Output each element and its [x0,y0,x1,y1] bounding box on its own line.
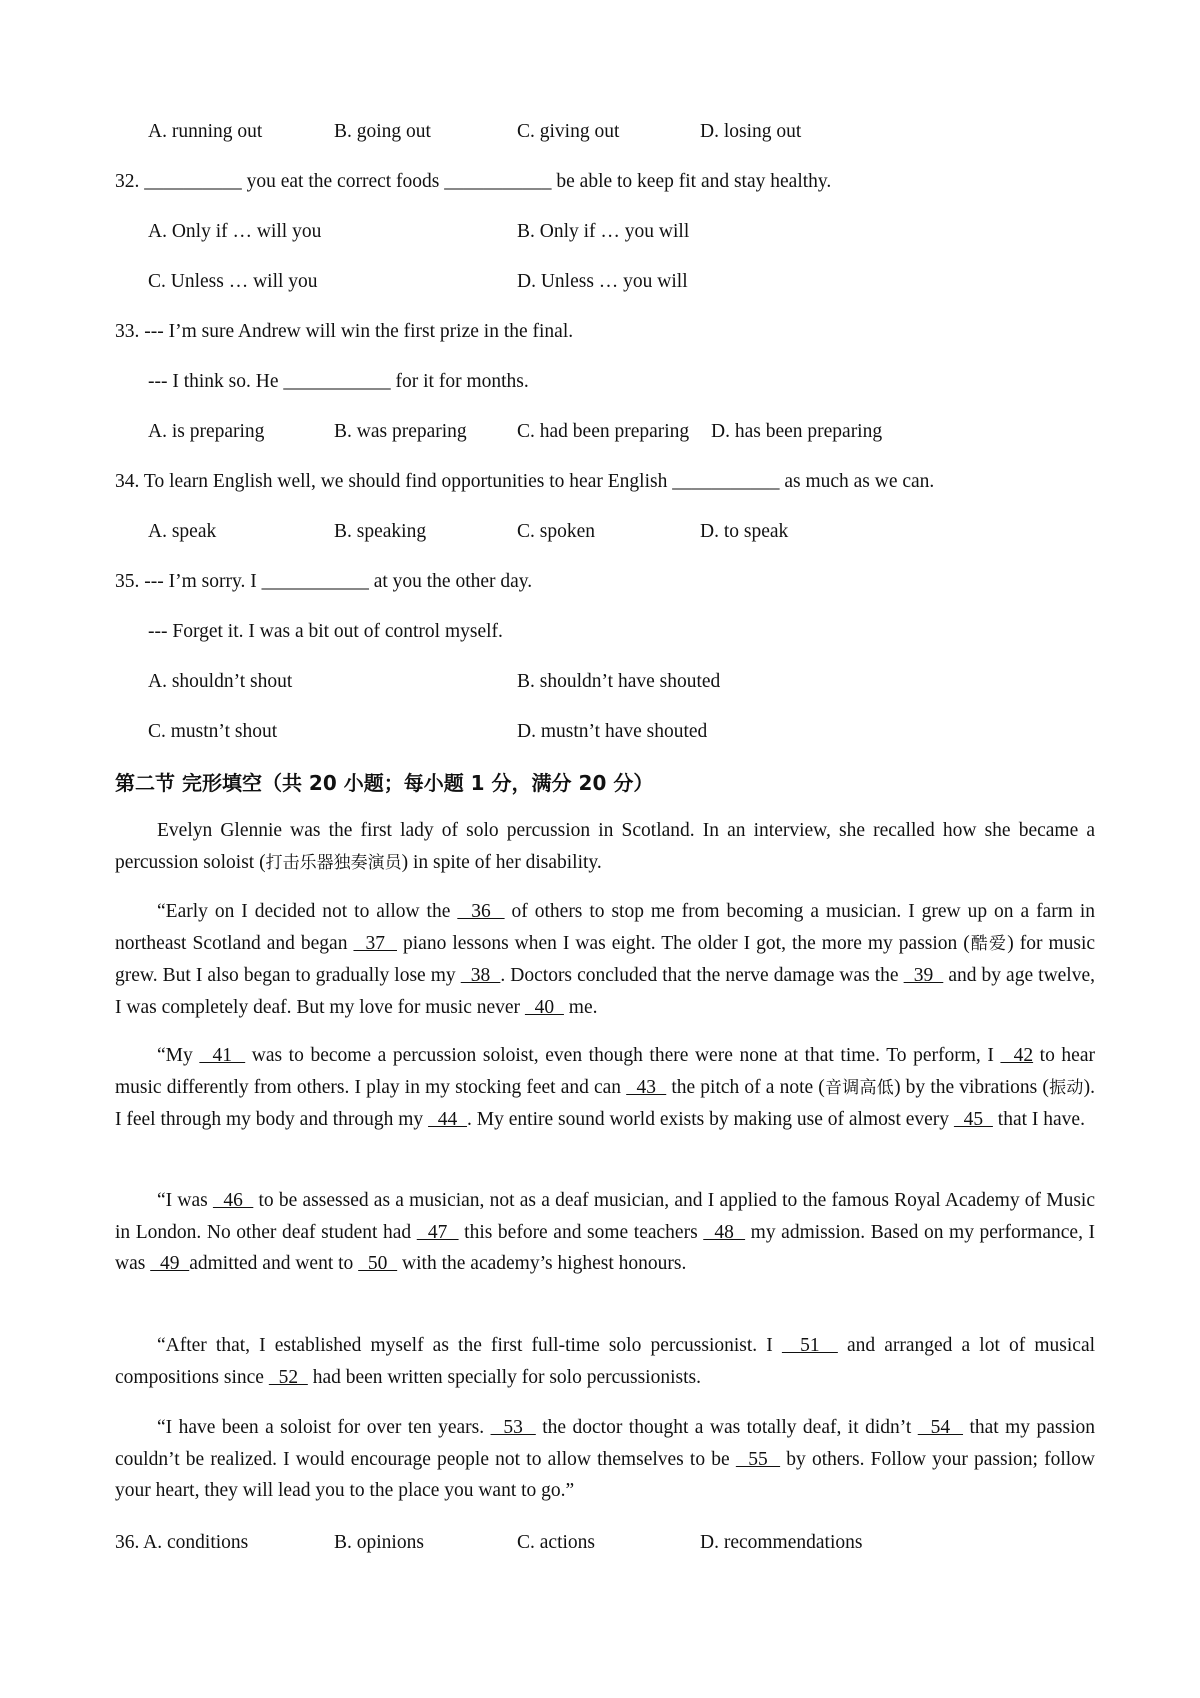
blank-50[interactable]: 50 [358,1253,398,1274]
blank-36[interactable]: 36 [457,901,505,922]
blank-55[interactable]: 55 [735,1448,781,1470]
q36-option-b[interactable]: B. opinions [334,1532,424,1553]
blank-45[interactable]: 45 [953,1109,993,1130]
blank-44[interactable]: 44 [428,1109,468,1130]
passage-paragraph-2: “Early on I decided not to allow the 36 of others to stop me from becoming a musician. I grew up on a farm in northeast Scotland and began 37 piano lessons when I was eight. The older I got, the more my passion (酷爱) for music grew. But I also began to gradually lose my 38 . Doctors concluded that the nerve damage was the 39 and by age twelve, I was completely deaf. But my love for music never 40 me. [115,901,1096,1018]
q31-option-a[interactable]: A. running out [148,121,263,142]
q33-option-a[interactable]: A. is preparing [148,421,265,442]
q34-option-c[interactable]: C. spoken [517,521,595,542]
q32-option-a[interactable]: A. Only if … will you [148,221,322,242]
blank-51[interactable]: 51 [781,1335,838,1356]
q32-stem: 32. __________ you eat the correct foods ___________ be able to keep fit and stay healthy. [115,171,832,192]
blank-53[interactable]: 53 [490,1417,536,1438]
section-heading: 第二节 完形填空（共 20 小题；每小题 1 分，满分 20 分） [115,771,654,795]
q31-option-b[interactable]: B. going out [334,121,431,142]
q35-option-c[interactable]: C. mustn’t shout [148,721,278,742]
q33-option-c[interactable]: C. had been preparing [517,421,690,442]
q34-option-d[interactable]: D. to speak [700,521,789,542]
q32-option-d[interactable]: D. Unless … you will [517,271,688,292]
blank-46[interactable]: 46 [212,1190,254,1211]
q34-option-a[interactable]: A. speak [148,521,217,542]
passage-paragraph-4: “I was 46 to be assessed as a musician, not as a deaf musician, and I applied to the famous Royal Academy of Music in London. No other deaf student had 47 this before and some teachers 48 my admission. Based on my performance, I was 49 admitted and went to 50 with the academy’s highest honours. [115,1190,1096,1274]
q34-stem: 34. To learn English well, we should find opportunities to hear English ___________ as much as we can. [115,471,935,492]
blank-52[interactable]: 52 [268,1366,308,1388]
blank-40[interactable]: 40 [524,996,564,1018]
blank-39[interactable]: 39 [903,965,944,986]
blank-48[interactable]: 48 [703,1221,746,1243]
passage-paragraph-6: “I have been a soloist for over ten years. 53 the doctor thought a was totally deaf, it didn’t 54 that my passion couldn’t be realized. I would encourage people not to allow themselves to be 55 by others. Follow your passion; follow your heart, they will lead you to the place you want to go.” [115,1417,1096,1501]
blank-42[interactable]: 42 [1000,1045,1034,1066]
q33-option-d[interactable]: D. has been preparing [711,421,883,442]
q33-reply: --- I think so. He ___________ for it for months. [148,371,529,392]
q31-option-d[interactable]: D. losing out [700,121,802,142]
q35-reply: --- Forget it. I was a bit out of control myself. [148,621,503,642]
q36-option-d[interactable]: D. recommendations [700,1532,863,1553]
blank-43[interactable]: 43 [626,1076,667,1098]
blank-54[interactable]: 54 [917,1417,964,1438]
q34-option-b[interactable]: B. speaking [334,521,427,542]
blank-37[interactable]: 37 [353,932,397,954]
q32-option-c[interactable]: C. Unless … will you [148,271,318,292]
q32-option-b[interactable]: B. Only if … you will [517,221,690,242]
passage-paragraph-5: “After that, I established myself as the first full-time solo percussionist. I 51 and arranged a lot of musical compositions since 52 had been written specially for solo percussionists. [115,1335,1096,1388]
blank-38[interactable]: 38 [460,965,501,986]
q35-option-b[interactable]: B. shouldn’t have shouted [517,671,721,692]
passage-paragraph-1: Evelyn Glennie was the first lady of solo percussion in Scotland. In an interview, she recalled how she became a percussion soloist (打击乐器独奏演员) in spite of her disability. [115,820,1095,873]
q35-option-a[interactable]: A. shouldn’t shout [148,671,293,692]
blank-41[interactable]: 41 [199,1045,246,1066]
passage-paragraph-3: “My 41 was to become a percussion soloist, even though there were none at that time. To perform, I 42 to hear music differently from others. I play in my stocking feet and can 43 the pitch of a note (音调高低) by the vibrations (振动). I feel through my body and through my 44 . My entire sound world exists by making use of almost every 45 that I have. [115,1045,1096,1130]
q36-option-a[interactable]: 36. A. conditions [115,1532,249,1553]
blank-49[interactable]: 49 [150,1253,190,1274]
blank-47[interactable]: 47 [416,1221,459,1243]
q36-option-c[interactable]: C. actions [517,1532,595,1553]
q31-option-c[interactable]: C. giving out [517,121,620,142]
q33-option-b[interactable]: B. was preparing [334,421,467,442]
q35-option-d[interactable]: D. mustn’t have shouted [517,721,708,742]
q33-stem: 33. --- I’m sure Andrew will win the first prize in the final. [115,321,574,342]
q35-stem: 35. --- I’m sorry. I ___________ at you the other day. [115,571,533,592]
